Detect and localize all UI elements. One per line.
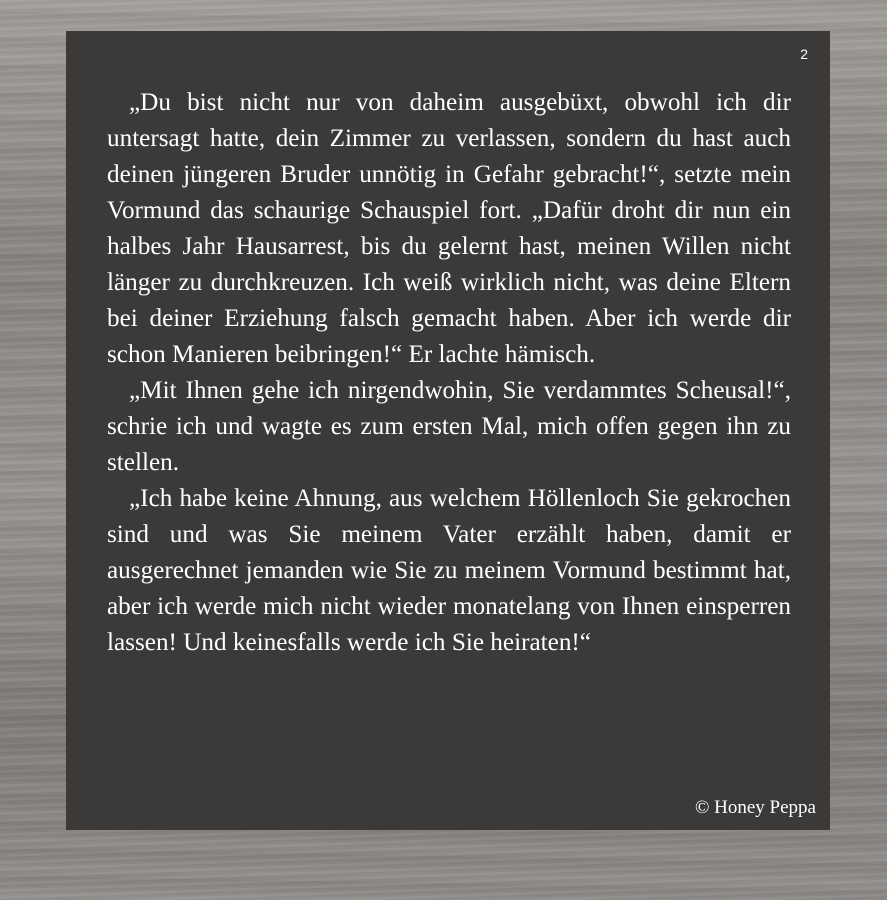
book-page: [66, 31, 830, 830]
copyright-notice: © Honey Peppa: [694, 797, 816, 818]
paragraph-1: „Du bist nicht nur von daheim ausgebüxt, obwohl ich dir untersagt hatte, dein Zimmer zu verlassen, sondern du hast auch deinen jüngeren Bruder unnötig in Gefahr gebracht!“, setzte mein Vormund das schaurige Schauspiel fort. „Dafür droht dir nun ein halbes Jahr Hausarrest, bis du gelernt hast, meinen Willen nicht länger zu durchkreuzen. Ich weiß wirklich nicht, was deine Eltern bei deiner Erziehung falsch gemacht haben. Aber ich werde dir schon Manieren beibringen!“ Er lachte hämisch.: [107, 89, 791, 368]
text-body: [107, 85, 791, 661]
paragraph-2: „Mit Ihnen gehe ich nirgendwohin, Sie verdammtes Scheusal!“, schrie ich und wagte es zum ersten Mal, mich offen gegen ihn zu stellen.: [107, 377, 791, 476]
page-number: 2: [800, 46, 808, 62]
paragraph-3: „Ich habe keine Ahnung, aus welchem Höllenloch Sie gekrochen sind und was Sie meinem Vater erzählt haben, damit er ausgerechnet jemanden wie Sie zu meinem Vormund bestimmt hat, aber ich werde mich nicht wieder monatelang von Ihnen einsperren lassen! Und keinesfalls werde ich Sie heiraten!“: [107, 485, 791, 656]
